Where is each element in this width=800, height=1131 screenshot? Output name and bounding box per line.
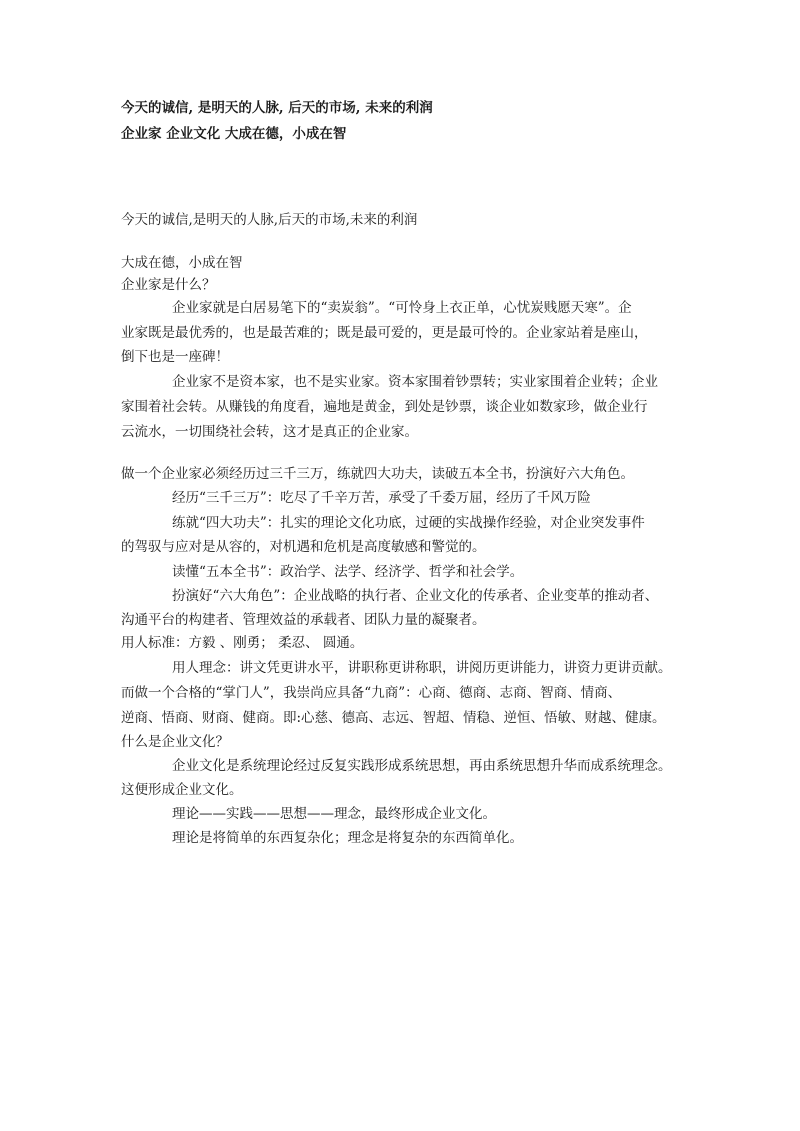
title-line-2: 企业家 企业文化 大成在德，小成在智 xyxy=(121,126,347,142)
paragraph-line: 练就“四大功夫”：扎实的理论文化功底，过硬的实战操作经验，对企业突发事件 xyxy=(172,515,645,531)
paragraph-line: 读懂“五本全书”：政治学、法学、经济学、哲学和社会学。 xyxy=(172,564,524,580)
paragraph-line: 企业文化是系统理论经过反复实践形成系统思想，再由系统思想升华而成系统理念。 xyxy=(172,758,672,774)
paragraph-line: 企业家不是资本家，也不是实业家。资本家围着钞票转；实业家围着企业转；企业 xyxy=(172,374,658,390)
paragraph-line: 理论是将简单的东西复杂化；理念是将复杂的东西简单化。 xyxy=(172,830,523,846)
paragraph-line: 做一个企业家必须经历过三千三万，练就四大功夫，读破五本全书，扮演好六大角色。 xyxy=(121,466,634,482)
paragraph-line: 云流水，一切围绕社会转，这才是真正的企业家。 xyxy=(121,424,418,440)
paragraph-line: 这便形成企业文化。 xyxy=(121,782,243,798)
question-culture: 什么是企业文化？ xyxy=(121,734,229,750)
question-entrepreneur: 企业家是什么？ xyxy=(121,277,216,293)
paragraph-line: 而做一个合格的“掌门人”，我崇尚应具备“九商”：心商、德商、志商、智商、情商、 xyxy=(121,685,622,701)
paragraph-line: 家围着社会转。从赚钱的角度看，遍地是黄金，到处是钞票，谈企业如数家珍，做企业行 xyxy=(121,399,648,415)
paragraph-line: 用人理念：讲文凭更讲水平，讲职称更讲称职，讲阅历更讲能力，讲资力更讲贡献。 xyxy=(172,660,672,676)
paragraph-line: 扮演好“六大角色”：企业战略的执行者、企业文化的传承者、企业变革的推动者、 xyxy=(172,588,659,604)
paragraph-line: 倒下也是一座碑！ xyxy=(121,349,229,365)
paragraph-line: 业家既是最优秀的，也是最苦难的；既是最可爱的，更是最可怜的。企业家站着是座山， xyxy=(121,325,648,341)
paragraph-line: 用人标准：方毅 、刚勇； 柔忍、 圆通。 xyxy=(121,635,364,651)
paragraph-line: 沟通平台的构建者、管理效益的承载者、团队力量的凝聚者。 xyxy=(121,612,486,628)
paragraph-line: 逆商、悟商、财商、健商。即:心慈、德高、志远、智超、情稳、逆恒、悟敏、财越、健康。 xyxy=(121,710,666,726)
title-line-1: 今天的诚信, 是明天的人脉, 后天的市场, 未来的利润 xyxy=(121,100,433,116)
intro-line: 今天的诚信,是明天的人脉,后天的市场,未来的利润 xyxy=(121,212,418,228)
paragraph-line: 企业家就是白居易笔下的“卖炭翁”。“可怜身上衣正单，心忧炭贱愿天寒”。企 xyxy=(172,300,632,316)
paragraph-line: 的驾驭与应对是从容的，对机遇和危机是高度敏感和警觉的。 xyxy=(121,539,486,555)
paragraph-line: 理论——实践——思想——理念，最终形成企业文化。 xyxy=(172,806,496,822)
paragraph-line: 经历“三千三万”：吃尽了千辛万苦，承受了千委万屈，经历了千风万险 xyxy=(172,490,591,506)
motto: 大成在德，小成在智 xyxy=(121,255,243,271)
